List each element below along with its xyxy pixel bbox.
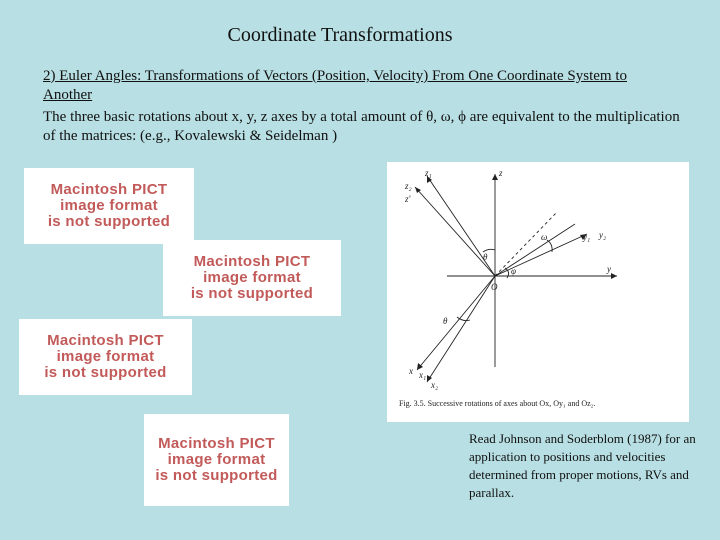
pict-placeholder-text: Macintosh PICT image format is not supported <box>44 332 167 381</box>
pict-placeholder-2 <box>163 240 341 316</box>
x1-axis-line <box>427 276 495 382</box>
label-theta: θ <box>483 252 488 262</box>
label-z: z <box>499 168 503 178</box>
label-x: x <box>409 366 413 376</box>
pict-placeholder-1 <box>24 168 194 244</box>
label-y2: y₂ <box>599 230 607 240</box>
label-phi: φ <box>511 266 516 276</box>
pict-placeholder-4 <box>144 414 289 506</box>
y2-axis-line <box>495 224 575 276</box>
label-origin: O <box>491 282 498 292</box>
z2-axis-line <box>415 187 495 276</box>
reference-note: Read Johnson and Soderblom (1987) for an application to positions and velocities determined from proper motions, RVs and parallax. <box>469 431 696 500</box>
pict-placeholder-text: Macintosh PICT image format is not supported <box>47 181 171 230</box>
axes-diagram <box>387 162 689 422</box>
label-z1: z₁ <box>425 168 432 178</box>
pict-placeholder-text: Macintosh PICT image format is not supported <box>190 253 314 302</box>
slide-title: Coordinate Transformations <box>227 24 453 46</box>
section-heading: 2) Euler Angles: Transformations of Vectors (Position, Velocity) From One Coordinate System to Another <box>43 68 627 103</box>
figure-caption: Fig. 3.5. Successive rotations of axes about Ox, Oy₁ and Oz₂. <box>399 399 596 408</box>
y-arrow <box>611 273 617 279</box>
label-y: y <box>607 264 611 274</box>
pict-placeholder-text: Macintosh PICT image format is not supported <box>155 435 278 484</box>
label-omega: ω <box>541 232 548 242</box>
label-x2: x₂ <box>431 380 439 390</box>
z-arrow <box>492 174 498 180</box>
pict-placeholder-3 <box>19 319 192 395</box>
label-z2: z₂ <box>405 181 412 191</box>
x-axis-line <box>417 276 495 370</box>
label-theta-lower: θ <box>443 316 448 326</box>
body-text: The three basic rotations about x, y, z axes by a total amount of θ, ω, ϕ are equivalent to the multiplication of the matrices: (e.g., Kovalewski & Seidelman ) <box>43 109 680 144</box>
euler-rotation-figure <box>387 162 689 422</box>
label-zprime: z' <box>405 194 411 204</box>
label-x1: x₁ <box>419 370 427 380</box>
label-y1: y₁ <box>583 232 591 242</box>
dashed-ray <box>495 212 557 276</box>
